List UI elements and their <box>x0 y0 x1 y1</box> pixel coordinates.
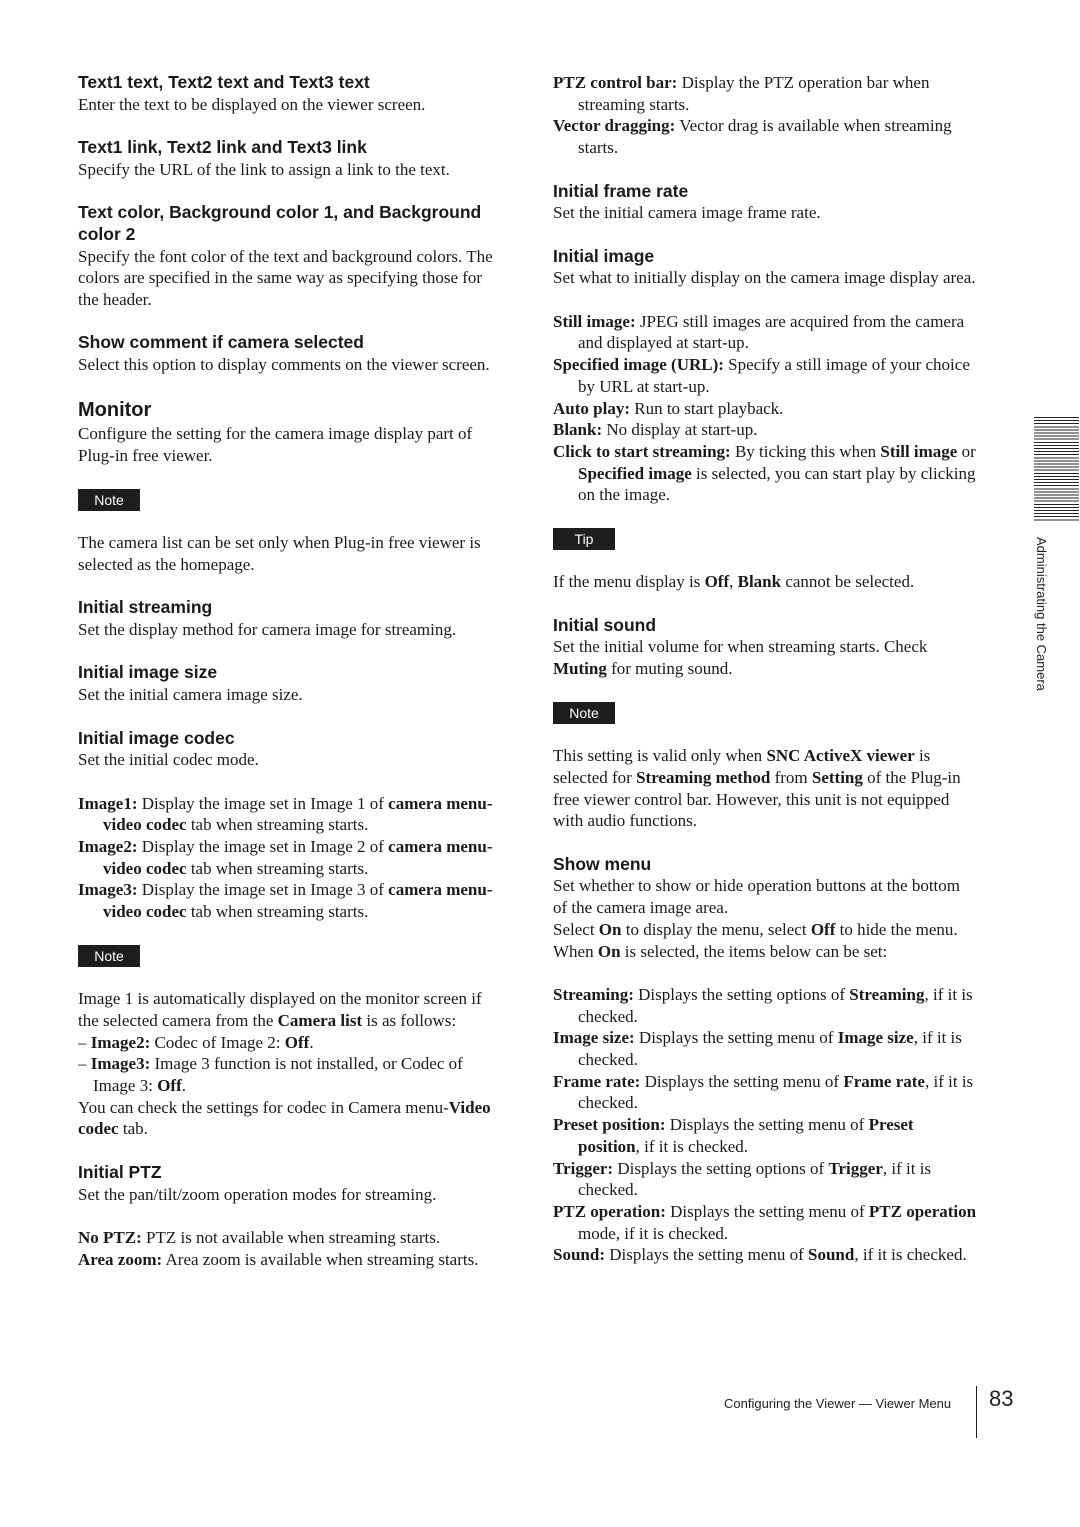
bold-term: On <box>598 919 622 939</box>
definition-item <box>553 984 978 1027</box>
text-run: Image 3 function is not installed, or Codec of Image 3: <box>93 1054 463 1096</box>
page-number: 83 <box>989 1386 1014 1411</box>
body-paragraph: Set the pan/tilt/zoom operation modes for streaming. <box>78 1184 437 1204</box>
right-column <box>553 72 978 1266</box>
text-run: to hide the menu. <box>835 919 958 939</box>
bold-term: Off <box>704 572 730 592</box>
body-paragraph: Specify the URL of the link to assign a link to the text. <box>78 159 450 179</box>
text-run: cannot be selected. <box>781 572 915 592</box>
bold-term: Area zoom: <box>78 1249 163 1269</box>
text-run: is as follows: <box>362 1010 457 1030</box>
definition-item <box>553 115 978 158</box>
spacer <box>78 641 503 663</box>
spacer <box>78 771 503 793</box>
text-run: JPEG still images are acquired from the camera and displayed at start-up. <box>578 311 965 353</box>
bold-term: Off <box>157 1076 182 1096</box>
bold-term: PTZ operation: <box>553 1202 666 1221</box>
text-run: mode, if it is checked. <box>578 1223 729 1243</box>
section-heading: Monitor <box>78 399 152 422</box>
spacer <box>78 923 503 945</box>
bold-term: Frame rate <box>843 1071 925 1091</box>
text-run: , if it is checked. <box>635 1136 748 1156</box>
bold-term: Frame rate: <box>553 1071 641 1091</box>
definition-item <box>553 311 978 354</box>
bold-term: Camera list <box>277 1010 363 1030</box>
side-section-label <box>1034 537 1048 697</box>
dash-list-item <box>78 1053 503 1096</box>
text-run: . <box>309 1032 314 1052</box>
text-run: Displays the setting options of <box>613 1158 829 1178</box>
bold-term: Streaming method <box>636 767 771 787</box>
text-run: tab when streaming starts. <box>186 815 369 835</box>
definition-item <box>553 419 978 441</box>
footer-section-title: Configuring the Viewer — Viewer Menu <box>724 1396 952 1411</box>
setting-heading: Initial image codec <box>78 727 235 748</box>
setting-heading: Initial streaming <box>78 597 213 618</box>
spacer <box>78 1140 503 1162</box>
bold-term: Specified image <box>578 463 692 483</box>
side-section-label-text: Administrating the Camera <box>1034 537 1049 691</box>
spacer <box>553 550 978 572</box>
body-paragraph: Configure the setting for the camera image display part of Plug-in free viewer. <box>78 424 473 466</box>
bold-term: Image2: <box>78 837 138 857</box>
bold-term: Streaming <box>849 984 925 1004</box>
spacer <box>78 181 503 203</box>
spacer <box>553 680 978 702</box>
text-run: Run to start playback. <box>629 398 784 418</box>
definition-item <box>553 441 978 506</box>
body-paragraph: Enter the text to be displayed on the viewer screen. <box>78 94 426 114</box>
text-run: – <box>78 1054 91 1074</box>
badge-row <box>78 945 503 967</box>
bold-term: Preset position <box>578 1115 914 1156</box>
left-column <box>78 72 503 1270</box>
spacer <box>553 289 978 311</box>
text-run: Codec of Image 2: <box>150 1032 285 1052</box>
badge-row <box>553 702 978 724</box>
setting-heading: Initial frame rate <box>553 180 689 201</box>
bold-term: Image1: <box>78 793 138 813</box>
body-paragraph: Select this option to display comments on the viewer screen. <box>78 355 490 375</box>
body-paragraph: Set the initial codec mode. <box>78 750 259 770</box>
text-run: Area zoom is available when streaming starts. <box>162 1249 479 1269</box>
body-paragraph <box>553 745 978 832</box>
text-run: Displays the setting menu of <box>604 1245 809 1265</box>
bold-term: Preset position: <box>553 1115 666 1135</box>
text-run: tab. <box>118 1119 148 1139</box>
bold-term: Blank <box>737 572 782 592</box>
body-paragraph: Specify the font color of the text and background colors. The colors are specified in the same way as specifying those for the header. <box>78 246 493 309</box>
spacer <box>78 576 503 598</box>
setting-heading: Text color, Background color 1, and Background color 2 <box>78 202 482 244</box>
spacer <box>553 832 978 854</box>
text-run: Select <box>553 919 599 939</box>
note-badge: Note <box>78 945 140 967</box>
bold-term: Video codec <box>78 1097 491 1139</box>
text-run: of the Plug-in free viewer control bar. However, this unit is not equipped with audio functions. <box>553 767 961 831</box>
bold-term: No PTZ: <box>78 1227 142 1247</box>
definition-item <box>553 1071 978 1114</box>
definition-item <box>553 1114 978 1157</box>
definition-item <box>78 793 503 836</box>
definition-item <box>553 398 978 420</box>
bold-term: Trigger <box>828 1158 883 1178</box>
definition-item <box>553 1244 978 1266</box>
bold-term: camera menu-video codec <box>103 793 493 835</box>
spacer <box>78 706 503 728</box>
spacer <box>78 1205 503 1227</box>
setting-heading: Text1 text, Text2 text and Text3 text <box>78 72 370 92</box>
text-run: Displays the setting menu of <box>665 1202 869 1221</box>
bold-term: Sound <box>808 1245 855 1265</box>
definition-item <box>78 879 503 922</box>
spacer <box>78 511 503 533</box>
footer-divider <box>976 1386 977 1438</box>
text-run: . <box>181 1076 186 1096</box>
definition-item <box>78 1249 503 1271</box>
spacer <box>553 962 978 984</box>
spacer <box>78 311 503 333</box>
bold-term: Auto play: <box>553 398 630 418</box>
text-run: Image 1 is automatically displayed on the monitor screen if the selected camera from the <box>78 989 482 1030</box>
text-run: Displays the setting menu of <box>665 1115 869 1135</box>
text-run: or <box>957 441 976 461</box>
bold-term: Image size <box>837 1028 914 1048</box>
bold-term: Still image: <box>553 311 636 331</box>
definition-item <box>78 836 503 879</box>
spacer <box>78 115 503 137</box>
body-paragraph <box>78 988 503 1031</box>
text-run: You can check the settings for codec in Camera menu- <box>78 1097 449 1117</box>
text-run: This setting is valid only when <box>553 746 767 766</box>
spacer <box>553 724 978 746</box>
body-paragraph <box>553 571 978 593</box>
text-run: Display the PTZ operation bar when streaming starts. <box>578 73 930 114</box>
setting-heading: Initial sound <box>553 614 657 635</box>
bold-term: Image2: <box>90 1032 151 1052</box>
text-run: , if it is checked. <box>578 1158 932 1200</box>
text-run: Vector drag is available when streaming starts. <box>578 116 952 158</box>
bold-term: camera menu-video codec <box>103 837 493 878</box>
setting-heading: Text1 link, Text2 link and Text3 link <box>78 137 367 158</box>
setting-heading: Show menu <box>553 853 652 874</box>
bold-term: Still image <box>880 441 958 461</box>
spacer <box>78 376 503 398</box>
bold-term: PTZ control bar: <box>553 73 678 92</box>
text-run: is selected, the items below can be set: <box>620 941 888 961</box>
body-paragraph <box>553 941 978 963</box>
text-run: Displays the setting menu of <box>640 1071 844 1091</box>
setting-heading: Show comment if camera selected <box>78 332 364 353</box>
text-run: Displays the setting menu of <box>634 1028 838 1048</box>
bold-term: camera menu-video codec <box>103 880 493 922</box>
text-run: is selected for <box>553 746 931 787</box>
bold-term: Off <box>810 919 836 939</box>
bold-term: Image3: <box>78 880 138 900</box>
text-run: , if it is checked. <box>578 1071 974 1113</box>
bold-term: Streaming: <box>553 984 634 1004</box>
text-run: for muting sound. <box>606 659 733 679</box>
bold-term: Click to start streaming: <box>553 441 731 461</box>
body-paragraph <box>553 636 978 679</box>
definition-item <box>553 1027 978 1070</box>
body-paragraph: Set whether to show or hide operation buttons at the bottom of the camera image area. <box>553 876 960 918</box>
text-run: Set the initial volume for when streaming starts. Check <box>553 637 928 657</box>
text-run: , if it is checked. <box>578 984 973 1026</box>
text-run: – <box>78 1032 91 1052</box>
badge-row <box>553 528 978 550</box>
body-paragraph: Set the initial camera image size. <box>78 685 303 705</box>
text-run: is selected, you can start play by clicking on the image. <box>578 463 976 505</box>
definition-item <box>553 72 978 115</box>
bold-term: Muting <box>553 659 607 679</box>
spacer <box>78 967 503 989</box>
text-run: Specify a still image of your choice by URL at start-up. <box>578 355 970 396</box>
text-run: , <box>729 572 738 592</box>
bold-term: SNC ActiveX viewer <box>766 746 915 766</box>
body-paragraph: Set what to initially display on the camera image display area. <box>553 268 976 288</box>
body-paragraph: Set the initial camera image frame rate. <box>553 203 821 223</box>
spacer <box>553 224 978 246</box>
tip-badge: Tip <box>553 528 615 550</box>
setting-heading: Initial image size <box>78 662 218 683</box>
text-run: , if it is checked. <box>578 1028 962 1070</box>
section-tab-marks <box>1034 417 1079 521</box>
text-run: , if it is checked. <box>854 1245 967 1265</box>
setting-heading: Initial PTZ <box>78 1161 162 1182</box>
text-run: to display the menu, select <box>621 919 811 939</box>
bold-term: Vector dragging: <box>553 116 676 136</box>
definition-item <box>553 1158 978 1201</box>
note-badge: Note <box>553 702 615 724</box>
spacer <box>553 593 978 615</box>
text-run: Display the image set in Image 2 of <box>137 837 389 857</box>
definition-item <box>553 1201 978 1244</box>
text-run: tab when streaming starts. <box>186 858 369 878</box>
dash-list-item <box>78 1032 503 1054</box>
spacer <box>553 159 978 181</box>
bold-term: On <box>597 941 621 961</box>
text-run: PTZ is not available when streaming starts. <box>141 1227 441 1247</box>
text-run: Displays the setting options of <box>633 984 850 1004</box>
text-run: If the menu display is <box>553 572 705 592</box>
bold-term: Trigger: <box>553 1158 614 1178</box>
body-paragraph <box>553 919 978 941</box>
bold-term: Sound: <box>553 1245 605 1265</box>
text-run: No display at start-up. <box>602 420 758 440</box>
bold-term: PTZ operation <box>868 1202 977 1221</box>
bold-term: Image size: <box>553 1028 635 1048</box>
note-badge: Note <box>78 489 140 511</box>
bold-term: Off <box>284 1032 310 1052</box>
body-paragraph <box>78 1097 503 1140</box>
text-run: from <box>770 767 812 787</box>
text-run: When <box>553 941 598 961</box>
body-paragraph: The camera list can be set only when Plug-in free viewer is selected as the homepage. <box>78 533 481 574</box>
text-run: Display the image set in Image 3 of <box>137 880 389 900</box>
bold-term: Setting <box>811 767 863 787</box>
bold-term: Specified image (URL): <box>553 355 724 375</box>
bold-term: Image3: <box>90 1054 151 1074</box>
definition-item <box>553 354 978 397</box>
definition-item <box>78 1227 503 1249</box>
body-paragraph: Set the display method for camera image for streaming. <box>78 620 457 640</box>
setting-heading: Initial image <box>553 245 655 266</box>
bold-term: Blank: <box>553 420 603 440</box>
spacer <box>78 467 503 489</box>
badge-row <box>78 489 503 511</box>
text-run: By ticking this when <box>730 441 881 461</box>
text-run: Display the image set in Image 1 of <box>137 793 389 813</box>
spacer <box>553 506 978 528</box>
text-run: tab when streaming starts. <box>186 902 369 922</box>
